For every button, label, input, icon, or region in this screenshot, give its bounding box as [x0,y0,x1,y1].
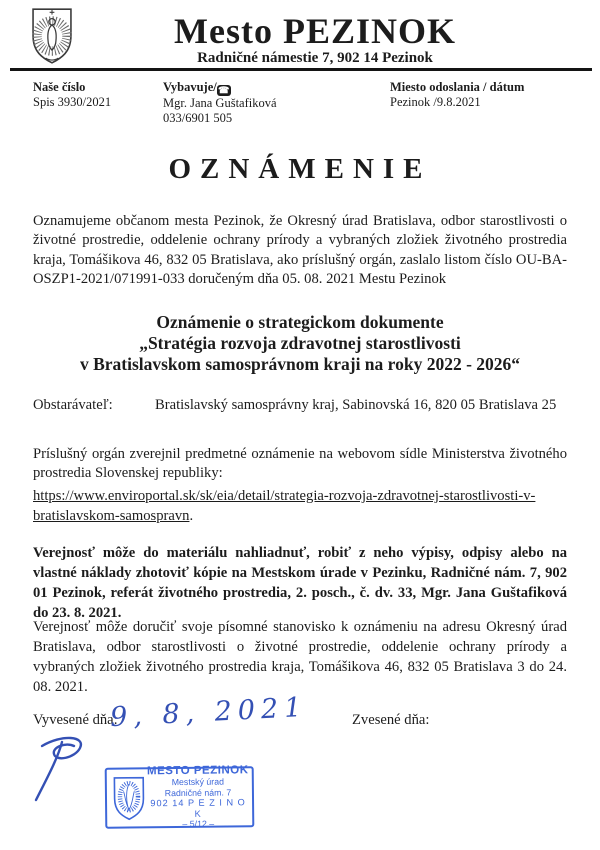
doc-title-line2: „Stratégia rozvoja zdravotnej starostlivosti [139,333,461,353]
stamp-line3: Radničné nám. 7 [164,787,232,798]
strategic-document-title [0,312,600,375]
stamp-coat-of-arms-icon [111,774,148,822]
place-date-value: Pezinok /9.8.2021 [390,95,481,109]
stamp-line1: MESTO PEZINOK [146,764,249,778]
procurer-label: Obstarávateľ: [33,397,113,413]
office-stamp [105,766,255,829]
handler-name: Mgr. Jana Guštafiková [163,96,277,110]
removed-date-label: Zvesené dňa: [352,712,430,728]
announcement-heading: OZNÁMENIE [168,153,432,185]
doc-title-line1: Oznámenie o strategickom dokumente [156,312,444,332]
stamp-line2: Mestský úrad [171,776,225,788]
handwritten-signature-icon [28,728,98,808]
link-suffix: . [189,508,194,524]
enviroportal-link[interactable]: https://www.enviroportal.sk/sk/eia/detail/strategia-rozvoja-zdravotnej-starostlivosti-v-bratislavskom-samospravn [33,488,536,524]
handler-phone: 033/6901 505 [163,111,233,125]
handler-block [163,80,363,126]
public-inspection-notice: Verejnosť môže do materiálu nahliadnuť, robiť z neho výpisy, odpisy alebo na vlastné náklady zhotoviť kópie na Mestskom úrade v Pezinku, Radničné nám. 7, 902 01 Pezinok, referát životného prostredia, 2. posch., č. dv. 33, Mgr. Jana Guštafiková do 23. 8. 2021. [33,545,567,621]
procurer-row [33,397,557,414]
telephone-icon: ☎ [218,85,230,95]
intro-paragraph: Oznamujeme občanom mesta Pezinok, že Okresný úrad Bratislava, odbor starostlivosti o životné prostredie, oddelenie ochrany prírody a vybraných zložiek životného prostredia kraja, Tomášikova 46, 832 05 Bratislava, ako príslušný orgán, zaslalo listom číslo OU-BA-OSZP1-2021/071991-033 doručeným dňa 05. 08. 2021 Mestu Pezinok [33,213,567,287]
stamp-text-block [147,764,253,830]
place-date-block [390,80,580,110]
pezinok-coat-of-arms-icon [28,6,76,66]
city-address: Radničné námestie 7, 902 14 Pezinok [197,50,433,66]
header-divider [10,68,592,71]
city-name-heading: Mesto PEZINOK [174,11,456,51]
posted-date-label: Vyvesené dňa: [33,712,118,728]
stamp-line4: 902 14 P E Z I N O K [150,797,246,819]
stamp-line5: – 5/12 – [182,818,215,830]
handwritten-posted-date: 9, 8, 2021 [109,691,309,734]
procurer-value: Bratislavský samosprávny kraj, Sabinovská 16, 820 05 Bratislava 25 [155,397,557,413]
place-date-label: Miesto odoslania / dátum [390,80,525,94]
our-number-label: Naše číslo [33,80,86,94]
our-number-value: Spis 3930/2021 [33,95,112,109]
enviroportal-link-paragraph [33,486,567,526]
handler-label: Vybavuje/☎ [163,80,230,95]
web-notice-paragraph: Príslušný orgán zverejnil predmetné oznámenie na webovom sídle Ministerstva životného prostredia Slovenskej republiky: [33,446,567,482]
our-number-block [33,80,163,110]
written-statement-notice: Verejnosť môže doručiť svoje písomné stanovisko k oznámeniu na adresu Okresný úrad Bratislava, odbor starostlivosti o životné prostredie, oddelenie ochrany prírody a vybraných zložiek životného prostredia kraja, Tomášikova 46, 832 05 Bratislava 3 do 24. 08. 2021. [33,619,567,695]
doc-title-line3: v Bratislavskom samosprávnom kraji na roky 2022 - 2026“ [79,354,521,374]
